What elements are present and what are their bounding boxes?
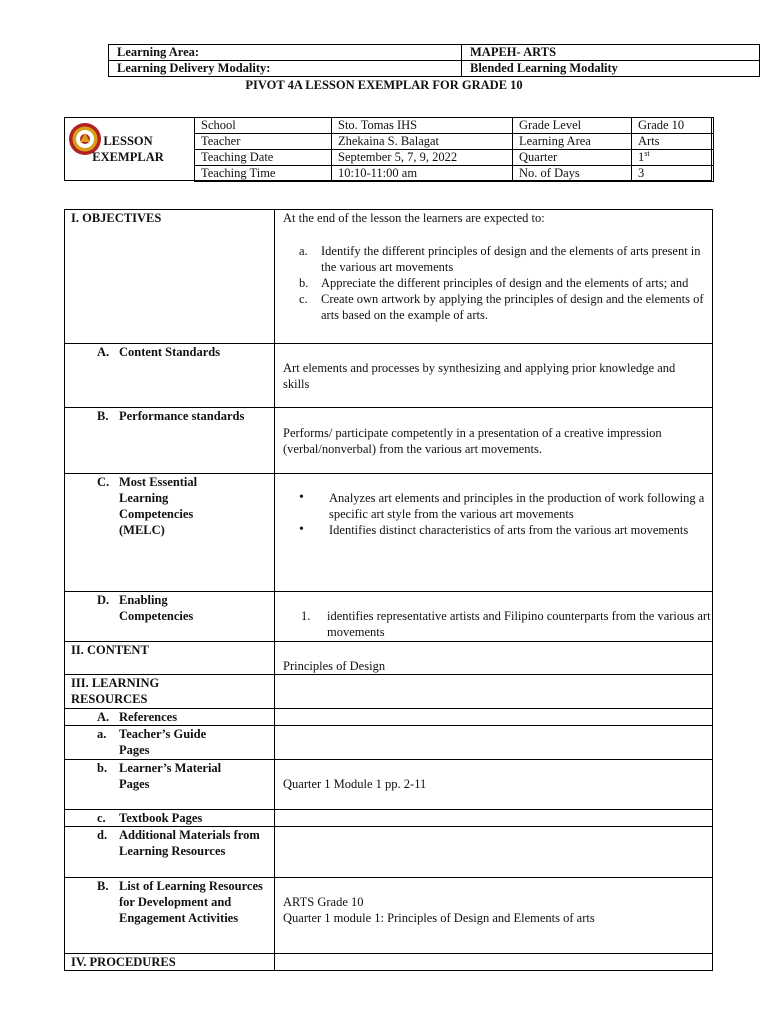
additional-materials-row: d. Additional Materials from Learning Resources (65, 827, 713, 878)
document-title: PIVOT 4A LESSON EXEMPLAR FOR GRADE 10 (245, 78, 523, 92)
list-item: a. Identify the different principles of design and the elements of arts present in the various art movements (299, 244, 701, 274)
modality-label: Learning Delivery Modality: (109, 61, 462, 77)
objectives-label: I. OBJECTIVES (71, 211, 162, 225)
list-item: 1. identifies representative artists and Filipino counterparts from the various art movements (301, 609, 711, 639)
content-row (65, 642, 713, 675)
learners-material-row: b. Learner’s Material Pages Quarter 1 Module 1 pp. 2-11 (65, 760, 713, 810)
content-standards-text: Art elements and processes by synthesizing and applying prior knowledge and skills (283, 361, 676, 391)
list-item: b. Appreciate the different principles of design and the elements of arts; and (299, 276, 689, 290)
learning-area-table (108, 44, 760, 77)
references-label: References (119, 710, 178, 724)
list-item: c. Create own artwork by applying the principles of design and the elements of arts based on the example of arts. (299, 292, 704, 322)
learning-resources-label: III. LEARNING RESOURCES (71, 676, 160, 706)
learning-area-value: MAPEH- ARTS (462, 45, 760, 61)
learners-material-text: Quarter 1 Module 1 pp. 2-11 (283, 777, 427, 791)
teachers-guide-row: a. Teacher’s Guide Pages (65, 726, 713, 760)
content-label: II. CONTENT (71, 643, 149, 657)
lesson-info-table: School Sto. Tomas IHS Grade Level Grade 10 Teacher Zhekaina S. Balagat Learning Area Arts Teaching Date September 5, 7, 9, 2022 Quarter 1st Teaching Time 10:10-11:00 am No. of Days 3 (194, 117, 714, 182)
melc-label: Most Essential Learning Competencies (MELC) (119, 475, 198, 537)
additional-materials-label: Additional Materials from Learning Resources (119, 828, 260, 858)
list-of-resources-row: B. List of Learning Resources for Development and Engagement Activities ARTS Grade 10 Quarter 1 module 1: Principles of Design and Elements of arts (65, 878, 713, 954)
content-standards-row: A. Content Standards Art elements and processes by synthesizing and applying prior knowledge and skills (65, 344, 713, 408)
lesson-exemplar-label: LESSON EXEMPLAR (92, 134, 164, 164)
objectives-row (65, 210, 713, 344)
quarter-value: 1st (632, 150, 714, 166)
melc-list (275, 474, 712, 538)
modality-value: Blended Learning Modality (462, 61, 760, 77)
resources-line-2: Quarter 1 module 1: Principles of Design and Elements of arts (283, 911, 595, 925)
textbook-pages-label: Textbook Pages (119, 811, 203, 825)
objectives-intro: At the end of the lesson the learners are expected to: (283, 211, 545, 225)
content-standards-label: Content Standards (119, 345, 221, 359)
references-row: A. References (65, 709, 713, 726)
lesson-plan-table (64, 209, 713, 971)
performance-standards-label: Performance standards (119, 409, 245, 423)
resources-line-1: ARTS Grade 10 (283, 895, 364, 909)
objectives-list (275, 243, 712, 323)
procedures-row (65, 954, 713, 971)
content-text: Principles of Design (283, 659, 386, 673)
learners-material-label: Learner’s Material Pages (119, 761, 222, 791)
performance-standards-row: B. Performance standards Performs/ participate competently in a presentation of a creative impression (verbal/nonverbal) from the various art movements. (65, 408, 713, 474)
list-item: • Identifies distinct characteristics of arts from the various art movements (299, 522, 689, 537)
textbook-pages-row: c. Textbook Pages (65, 810, 713, 827)
performance-standards-text: Performs/ participate competently in a presentation of a creative impression (verbal/nonverbal) from the various art movements. (283, 426, 662, 456)
lesson-header (64, 117, 712, 181)
learning-area-label: Learning Area: (109, 45, 462, 61)
list-item: • Analyzes art elements and principles in the production of work following a specific art style from the various art movements (299, 490, 705, 521)
procedures-label: IV. PROCEDURES (71, 955, 176, 969)
enabling-competencies-label: Enabling Competencies (119, 593, 194, 623)
enabling-competencies-row: D. Enabling Competencies 1. identifies representative artists and Filipino counterparts from the various art movements (65, 592, 713, 642)
enabling-list (275, 592, 712, 640)
learning-resources-row (65, 675, 713, 709)
teachers-guide-label: Teacher’s Guide Pages (119, 727, 207, 757)
melc-row: C. Most Essential Learning Competencies (MELC) • Analyzes art elements and principles in the production of work following a specific art style from the various art movements • Identifies distinct characteristics of arts from the various art movements (65, 474, 713, 592)
list-of-resources-label: List of Learning Resources for Development and Engagement Activities (119, 879, 263, 925)
